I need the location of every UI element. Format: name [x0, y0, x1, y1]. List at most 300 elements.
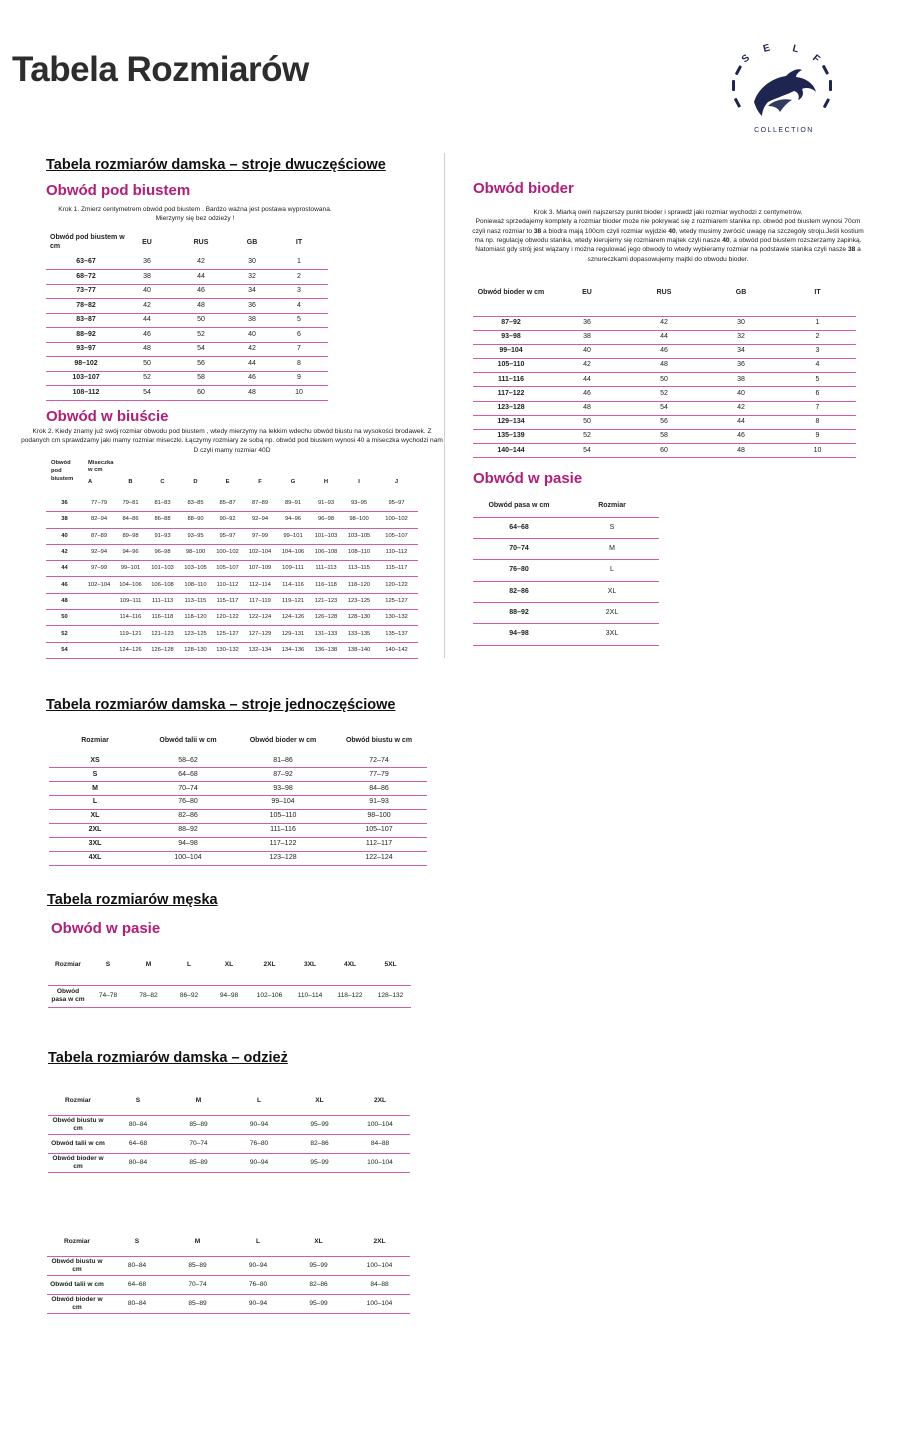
clothing-row: [48, 1153, 410, 1172]
hips-cell: 44: [625, 330, 703, 344]
hips-cell: 93–98: [473, 330, 549, 344]
hips-row: [473, 430, 856, 444]
one-piece-table: [49, 728, 427, 866]
waist-header-1: Rozmiar: [598, 502, 626, 510]
one-piece-cell: 93–98: [235, 782, 331, 796]
cup-table-row: [46, 544, 418, 560]
underbust-cell: 93–97: [46, 342, 126, 357]
underbust-row: [46, 313, 328, 328]
clothing-cell: 100–104: [349, 1294, 410, 1313]
underbust-cell: 98–102: [46, 357, 126, 372]
underbust-cell: 78–82: [46, 299, 126, 314]
clothing-cell: Obwód talii w cm: [47, 1275, 107, 1294]
cup-table-cell: 124–126: [115, 642, 146, 658]
underbust-cell: 60: [168, 386, 234, 401]
cup-table-cell: 52: [46, 626, 83, 642]
hips-note-size: 38: [533, 227, 542, 235]
cup-table-cell: [83, 593, 115, 609]
clothing-header-1: S: [134, 1237, 140, 1245]
one-piece-header-3: Obwód biustu w cm: [345, 736, 413, 744]
clothing-cell: 76–80: [228, 1275, 288, 1294]
underbust-cell: 46: [126, 328, 168, 343]
clothing-row: [48, 1115, 410, 1134]
cup-table-cell: 36: [46, 495, 83, 511]
clothing-row: [47, 1275, 410, 1294]
hips-cell: 52: [625, 387, 703, 401]
cup-table-cell: 116–118: [146, 610, 179, 626]
clothing-cell: 76–80: [229, 1134, 289, 1153]
underbust-row: [46, 342, 328, 357]
waist-cell: XL: [565, 581, 659, 602]
waist-cell: 88–92: [473, 603, 565, 624]
cup-table-row: [46, 495, 418, 511]
hips-note-text: Jeśli kostium ma np. regulację obwodu stanika, wtedy kierujemy się rozmiarem majtek czyli nasze: [474, 227, 864, 245]
clothing-cell: 95–99: [289, 1153, 350, 1172]
cup-table-cell: 108–110: [343, 544, 375, 560]
cup-table-cell: 132–134: [243, 642, 277, 658]
clothing-cell: 100–104: [349, 1256, 410, 1275]
cup-table-row: [46, 512, 418, 528]
underbust-cell: 50: [168, 313, 234, 328]
hips-cell: 48: [625, 359, 703, 373]
hips-cell: 46: [625, 344, 703, 358]
cup-table-cell: 101–103: [309, 528, 343, 544]
hips-cell: 44: [703, 415, 779, 429]
underbust-cell: 42: [234, 342, 270, 357]
cup-table-row: [46, 610, 418, 626]
one-piece-cell: 98–100: [331, 810, 427, 824]
hips-cell: 38: [703, 373, 779, 387]
hips-cell: 2: [779, 330, 856, 344]
hips-cell: 3: [779, 344, 856, 358]
cup-table-cell: 44: [46, 561, 83, 577]
hips-cell: 56: [625, 415, 703, 429]
cup-table-cell: 109–111: [277, 561, 309, 577]
cup-table-cell: 96–98: [146, 544, 179, 560]
column-divider: [444, 153, 445, 658]
hips-note-text: Ponieważ sprzedajemy komplety a rozmiar bioder może nie pokrywać się z rozmiarem stanika np. obwód pod biustem wynosi 70cm czyli nasz rozmiar to: [472, 218, 861, 235]
cup-table-cell: 46: [46, 577, 83, 593]
cup-table-cell: 96–98: [309, 512, 343, 528]
cup-table-cell: 126–128: [309, 610, 343, 626]
mens-row: [48, 985, 411, 1007]
hips-cell: 111–116: [473, 373, 549, 387]
cup-table-cell: 126–128: [146, 642, 179, 658]
clothing-table-2: [47, 1228, 410, 1314]
one-piece-cell: XL: [49, 810, 141, 824]
hips-cell: 44: [549, 373, 625, 387]
one-piece-cell: L: [49, 796, 141, 810]
hips-row: [473, 359, 856, 373]
underbust-cell: 48: [234, 386, 270, 401]
underbust-cell: 40: [234, 328, 270, 343]
cup-table-cell: 124–126: [277, 610, 309, 626]
one-piece-cell: 72–74: [331, 754, 427, 768]
cup-table-cell: 40: [46, 528, 83, 544]
clothing-cell: 80–84: [108, 1153, 168, 1172]
cup-header-i: I: [358, 478, 360, 485]
cup-table-cell: 83–85: [179, 495, 212, 511]
clothing-cell: 64–68: [108, 1134, 168, 1153]
hips-header-3: GB: [735, 288, 747, 296]
cup-header-e: E: [225, 478, 230, 485]
cup-table-cell: 131–133: [309, 626, 343, 642]
hips-note-text: a biodra mają 100cm czyli rozmiar wyjdzie: [541, 227, 669, 235]
one-piece-cell: 111–116: [235, 823, 331, 837]
underbust-cell: 46: [234, 371, 270, 386]
underbust-header-3: GB: [246, 238, 258, 246]
cup-table-cell: 103–105: [179, 561, 212, 577]
clothing-row: [47, 1256, 410, 1275]
waist-header-0: Obwód pasa w cm: [488, 502, 550, 510]
clothing-header-1: S: [135, 1096, 141, 1104]
cup-size-table: [46, 460, 418, 659]
waist-row: [473, 581, 659, 602]
cup-table-cell: 97–99: [243, 528, 277, 544]
underbust-cell: 3: [270, 284, 328, 299]
hips-cell: 7: [779, 401, 856, 415]
underbust-cell: 48: [126, 342, 168, 357]
waist-cell: L: [565, 560, 659, 581]
cup-table-cell: 120–122: [375, 577, 418, 593]
mens-header-5: 2XL: [263, 961, 276, 969]
clothing-cell: 64–68: [107, 1275, 167, 1294]
clothing-cell: Obwód biustu w cm: [47, 1256, 107, 1275]
underbust-cell: 2: [270, 270, 328, 285]
one-piece-row: [49, 782, 427, 796]
hips-cell: 40: [703, 387, 779, 401]
cup-table-cell: 91–93: [146, 528, 179, 544]
hips-cell: 8: [779, 415, 856, 429]
underbust-cell: 42: [126, 299, 168, 314]
cup-table-cell: 103–105: [343, 528, 375, 544]
waist-cell: 82–86: [473, 581, 565, 602]
waist-table: [473, 497, 659, 646]
cup-header-d: D: [193, 478, 198, 485]
clothing-header-4: XL: [315, 1096, 324, 1104]
hips-cell: 50: [625, 373, 703, 387]
waist-title: Obwód w pasie: [473, 470, 583, 487]
mens-header-6: 3XL: [303, 961, 317, 969]
hips-cell: 34: [703, 344, 779, 358]
cup-table-cell: 129–131: [277, 626, 309, 642]
cup-table-cell: 90–92: [212, 512, 243, 528]
underbust-row: [46, 284, 328, 299]
cup-table-cell: 125–127: [212, 626, 243, 642]
cup-table-cell: 38: [46, 512, 83, 528]
cup-table-cell: 42: [46, 544, 83, 560]
hips-note-size: 40: [722, 237, 730, 245]
hips-cell: 50: [549, 415, 625, 429]
underbust-row: [46, 299, 328, 314]
underbust-row: [46, 328, 328, 343]
hips-row: [473, 401, 856, 415]
mens-cell: 86–92: [169, 985, 209, 1007]
cup-table-cell: 81–83: [146, 495, 179, 511]
mens-section-title: Tabela rozmiarów męska: [47, 892, 218, 908]
clothing-cell: 80–84: [107, 1294, 167, 1313]
waist-cell: 76–80: [473, 560, 565, 581]
cup-table-cell: 82–94: [83, 512, 115, 528]
cup-table-cell: [83, 610, 115, 626]
underbust-row: [46, 255, 328, 270]
clothing-cell: Obwód bioder w cm: [47, 1294, 107, 1313]
one-piece-cell: 123–128: [235, 851, 331, 865]
mens-cell: 118–122: [330, 985, 370, 1007]
clothing-cell: 90–94: [229, 1115, 289, 1134]
waist-cell: 70–74: [473, 538, 565, 559]
cup-table-cell: 119–121: [115, 626, 146, 642]
two-piece-section-title: Tabela rozmiarów damska – stroje dwuczęściowe: [46, 157, 386, 173]
cup-table-cell: 112–114: [243, 577, 277, 593]
bust-note: Krok 2. Kiedy znamy już swój rozmiar obwodu pod biustem , wtedy mierzymy na lekkim wdechu obwód biustu na wysokości brodawek. Z podanych cm sprawdzamy jaki mamy rozmiar miseczki. Łączymy rozmiary ze sobą np. obwód pod biustem wynosi 40 a miseczka wychodzi nam D czyli mamy rozmiar 40D: [21, 428, 443, 454]
cup-table-cell: 89–98: [115, 528, 146, 544]
clothing-cell: Obwód bioder w cm: [48, 1153, 108, 1172]
cup-header-a: A: [88, 478, 93, 485]
underbust-cell: 103–107: [46, 371, 126, 386]
one-piece-cell: 70–74: [141, 782, 235, 796]
mens-header-1: S: [105, 961, 111, 969]
hips-cell: 54: [625, 401, 703, 415]
cup-table-cell: 85–87: [212, 495, 243, 511]
logo-letter-f: F: [810, 52, 822, 66]
hips-cell: 58: [625, 430, 703, 444]
cup-table-cell: 130–132: [212, 642, 243, 658]
one-piece-cell: 84–86: [331, 782, 427, 796]
cup-table-cell: 95–97: [375, 495, 418, 511]
one-piece-cell: 99–104: [235, 796, 331, 810]
one-piece-row: [49, 823, 427, 837]
cup-table-row: [46, 577, 418, 593]
one-piece-header-0: Rozmiar: [81, 736, 109, 744]
one-piece-cell: M: [49, 782, 141, 796]
underbust-cell: 10: [270, 386, 328, 401]
underbust-cell: 38: [234, 313, 270, 328]
underbust-cell: 42: [168, 255, 234, 270]
one-piece-cell: 2XL: [49, 823, 141, 837]
cup-table-cell: 115–117: [212, 593, 243, 609]
clothing-header-5: 2XL: [373, 1096, 387, 1104]
cup-table-cell: 128–130: [343, 610, 375, 626]
mens-cell: Obwód pasa w cm: [48, 985, 88, 1007]
cup-table-cell: 98–100: [179, 544, 212, 560]
one-piece-cell: 3XL: [49, 837, 141, 851]
underbust-header-4: IT: [295, 238, 303, 246]
cup-table-cell: 114–116: [277, 577, 309, 593]
cup-header-f: F: [258, 478, 262, 485]
clothing-cell: 95–99: [288, 1294, 349, 1313]
hips-cell: 87–92: [473, 316, 549, 330]
clothing-cell: 82–86: [289, 1134, 350, 1153]
hips-cell: 5: [779, 373, 856, 387]
cup-table-cell: 89–91: [277, 495, 309, 511]
one-piece-cell: XS: [49, 754, 141, 768]
hips-cell: 48: [549, 401, 625, 415]
one-piece-row: [49, 837, 427, 851]
one-piece-row: [49, 851, 427, 865]
underbust-cell: 34: [234, 284, 270, 299]
cup-col-header-cup: Miseczka w cm: [88, 460, 114, 474]
hips-note-size: 40: [668, 227, 676, 235]
underbust-cell: 32: [234, 270, 270, 285]
waist-cell: S: [565, 517, 659, 538]
one-piece-cell: 117–122: [235, 837, 331, 851]
one-piece-section-title: Tabela rozmiarów damska – stroje jednoczęściowe: [46, 697, 396, 713]
hips-cell: 42: [625, 316, 703, 330]
clothing-row: [48, 1134, 410, 1153]
waist-row: [473, 538, 659, 559]
mens-header-8: 5XL: [384, 961, 397, 969]
hips-row: [473, 316, 856, 330]
self-collection-logo: [728, 40, 840, 140]
bust-title: Obwód w biuście: [46, 408, 169, 425]
cup-table-cell: 88–90: [179, 512, 212, 528]
underbust-cell: 30: [234, 255, 270, 270]
underbust-cell: 8: [270, 357, 328, 372]
hips-cell: 46: [703, 430, 779, 444]
cup-table-cell: 128–130: [179, 642, 212, 658]
hips-note: [470, 208, 866, 264]
one-piece-row: [49, 810, 427, 824]
clothing-header-3: L: [256, 1096, 262, 1104]
cup-table-cell: 114–116: [115, 610, 146, 626]
logo-letter-l: L: [791, 43, 800, 56]
mens-cell: 78–82: [128, 985, 169, 1007]
underbust-header-0: Obwód pod biustem w cm: [50, 234, 125, 250]
underbust-cell: 44: [126, 313, 168, 328]
hips-cell: 4: [779, 359, 856, 373]
mens-cell: 74–78: [88, 985, 128, 1007]
cup-table-cell: 87–89: [83, 528, 115, 544]
mens-header-0: Rozmiar: [54, 961, 81, 969]
cup-table-cell: 118–120: [179, 610, 212, 626]
cup-table-cell: 54: [46, 642, 83, 658]
cup-table-cell: [83, 642, 115, 658]
cup-table-cell: 93–95: [179, 528, 212, 544]
one-piece-cell: 105–107: [331, 823, 427, 837]
clothing-cell: 85–89: [168, 1115, 229, 1134]
cup-table-cell: 135–137: [375, 626, 418, 642]
clothing-header-0: Rozmiar: [64, 1096, 91, 1104]
hips-cell: 6: [779, 387, 856, 401]
one-piece-cell: S: [49, 768, 141, 782]
underbust-cell: 50: [126, 357, 168, 372]
clothing-cell: 84–88: [350, 1134, 410, 1153]
one-piece-row: [49, 796, 427, 810]
hips-table: [473, 277, 856, 458]
cup-table-cell: 91–93: [309, 495, 343, 511]
underbust-cell: 44: [234, 357, 270, 372]
underbust-cell: 9: [270, 371, 328, 386]
hips-header-0: Obwód bioder w cm: [477, 288, 545, 296]
cup-table-cell: 92–94: [243, 512, 277, 528]
hips-row: [473, 387, 856, 401]
hips-cell: 42: [703, 401, 779, 415]
hips-cell: 36: [549, 316, 625, 330]
clothing-cell: 100–104: [350, 1115, 410, 1134]
cup-table-cell: 50: [46, 610, 83, 626]
underbust-table: [46, 231, 328, 401]
cup-table-cell: 100–102: [212, 544, 243, 560]
mens-header-2: M: [145, 961, 152, 969]
underbust-row: [46, 270, 328, 285]
waist-cell: M: [565, 538, 659, 559]
hips-header-4: IT: [814, 288, 821, 296]
waist-row: [473, 560, 659, 581]
hips-note-text: a sznureczkami dopasowujemy majtki do obwodu bioder.: [587, 246, 861, 263]
logo-letter-s: S: [739, 52, 753, 66]
underbust-cell: 4: [270, 299, 328, 314]
clothing-row: [47, 1294, 410, 1313]
cup-header-b: B: [128, 478, 133, 485]
hips-cell: 60: [625, 444, 703, 458]
hips-title: Obwód bioder: [473, 180, 574, 197]
hips-row: [473, 330, 856, 344]
cup-table-cell: 95–97: [212, 528, 243, 544]
hips-row: [473, 344, 856, 358]
hips-cell: 36: [703, 359, 779, 373]
mens-cell: 94–98: [209, 985, 249, 1007]
cup-table-cell: 121–123: [309, 593, 343, 609]
underbust-title: Obwód pod biustem: [46, 182, 191, 199]
underbust-cell: 5: [270, 313, 328, 328]
cup-table-row: [46, 642, 418, 658]
cup-table-cell: 108–110: [179, 577, 212, 593]
cup-table-cell: 92–94: [83, 544, 115, 560]
clothing-header-4: XL: [314, 1237, 323, 1245]
hips-cell: 54: [549, 444, 625, 458]
clothing-cell: 70–74: [167, 1275, 228, 1294]
one-piece-header-1: Obwód talii w cm: [159, 736, 217, 744]
logo-letter-e: E: [762, 42, 772, 55]
cup-header-j: J: [394, 478, 399, 485]
underbust-cell: 44: [168, 270, 234, 285]
one-piece-row: [49, 768, 427, 782]
cup-table-cell: 104–106: [115, 577, 146, 593]
underbust-cell: 36: [126, 255, 168, 270]
underbust-cell: 58: [168, 371, 234, 386]
one-piece-cell: 87–92: [235, 768, 331, 782]
one-piece-cell: 58–62: [141, 754, 235, 768]
cup-header-c: C: [160, 478, 165, 485]
underbust-cell: 88–92: [46, 328, 126, 343]
mens-header-7: 4XL: [343, 961, 357, 969]
waist-cell: 64–68: [473, 517, 565, 538]
cup-table-cell: 104–106: [277, 544, 309, 560]
cup-table-row: [46, 528, 418, 544]
waist-cell: 3XL: [565, 624, 659, 645]
cup-header-h: H: [323, 478, 329, 485]
clothing-cell: 85–89: [167, 1256, 228, 1275]
hips-cell: 32: [703, 330, 779, 344]
cup-table-cell: 102–104: [243, 544, 277, 560]
cup-table-cell: 110–112: [375, 544, 418, 560]
underbust-note: Krok 1. Zmierz centymetrem obwód pod biustem . Bardzo ważna jest postawa wyprostowana. Mierzymy się bez odzieży !: [58, 206, 332, 223]
clothing-cell: 84–88: [349, 1275, 410, 1294]
hips-cell: 129–134: [473, 415, 549, 429]
clothing-table-1: [48, 1087, 410, 1173]
cup-table-cell: 48: [46, 593, 83, 609]
mens-table: [48, 957, 411, 1008]
one-piece-cell: 105–110: [235, 810, 331, 824]
cup-table-cell: 123–125: [179, 626, 212, 642]
hips-cell: 140–144: [473, 444, 549, 458]
cup-table-cell: 102–104: [83, 577, 115, 593]
one-piece-cell: 76–80: [141, 796, 235, 810]
underbust-cell: 38: [126, 270, 168, 285]
cup-table-cell: 110–112: [212, 577, 243, 593]
hips-cell: 99–104: [473, 344, 549, 358]
